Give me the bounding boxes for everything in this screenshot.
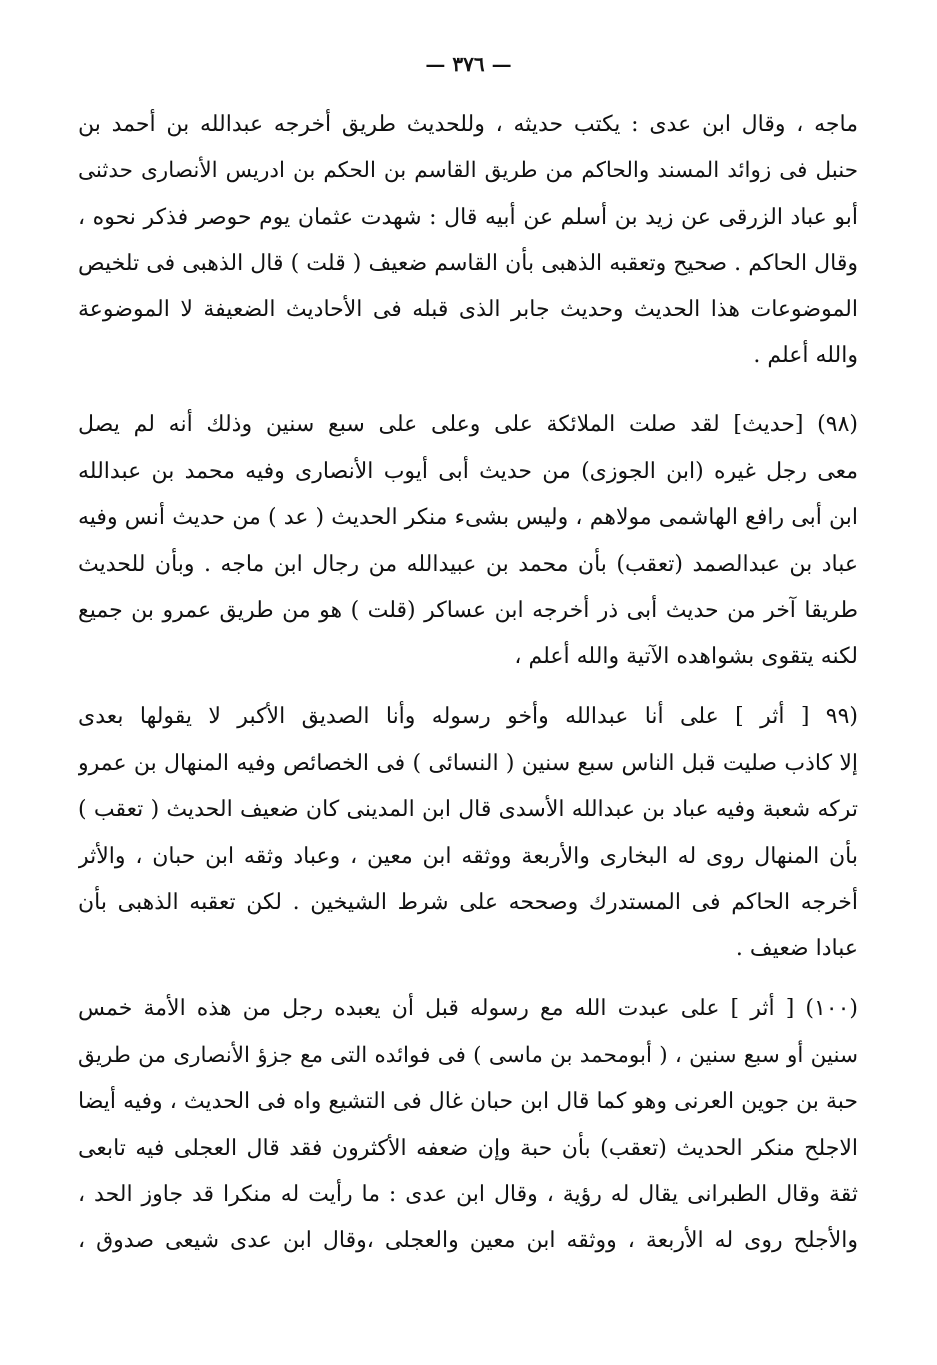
paragraph-1-line-2: حنبل فى زوائد المسند والحاكم من طريق القاسم بن الحكم بن ادريس الأنصارى حدثنى [78,158,858,183]
paragraph-1-line-1: ماجه ، وقال ابن عدى : يكتب حديثه ، وللحديث طريق أخرجه عبدالله بن أحمد بن [78,112,858,137]
paragraph-2-line-2: معى رجل غيره (ابن الجوزى) من حديث أبى أيوب الأنصارى وفيه محمد بن عبدالله [78,459,858,484]
paragraph-4-line-2: سنين أو سبع سنين ، ( أبومحمد بن ماسى ) فى فوائده التى مع جزؤ الأنصارى من طريق [78,1043,858,1068]
paragraph-2-line-4: عباد بن عبدالصمد (تعقب) بأن محمد بن عبيدالله من رجال ابن ماجه . وبأن للحديث [78,552,858,577]
paragraph-1-line-4: وقال الحاكم . صحيح وتعقبه الذهبى بأن القاسم ضعيف ( قلت ) قال الذهبى فى تلخيص [78,251,858,276]
paragraph-1-line-3: أبو عباد الزرقى عن زيد بن أسلم عن أبيه قال : شهدت عثمان يوم حوصر فذكر نحوه ، [78,205,858,230]
paragraph-4-line-3: حبة بن جوين العرنى وهو كما قال ابن حبان غال فى التشيع واه فى الحديث ، وفيه أيضا [78,1089,858,1114]
paragraph-1-line-6: والله أعلم . [753,343,858,368]
paragraph-3-line-4: بأن المنهال روى له البخارى والأربعة ووثقه ابن معين ، وعباد وثقه ابن حبان ، والأثر [78,844,858,869]
page-number: — ٣٧٦ — [425,52,512,76]
paragraph-3-line-6: عبادا ضعيف . [735,936,858,961]
paragraph-2-line-1: (٩٨) [حديث] لقد صلت الملائكة على وعلى على سبع سنين وذلك أنه لم يصل [78,412,858,437]
paragraph-3-line-5: أخرجه الحاكم فى المستدرك وصححه على شرط الشيخين . لكن تعقبه الذهبى بأن [78,890,858,915]
paragraph-3-line-3: تركه شعبة وفيه عباد بن عبدالله الأسدى قال ابن المدينى كان ضعيف الحديث ( تعقب ) [78,797,858,822]
paragraph-2-line-3: ابن أبى رافع الهاشمى مولاهم ، وليس بشىء منكر الحديث ( عد ) من حديث أنس وفيه [78,505,858,530]
paragraph-4-line-6: والأجلح روى له الأربعة ، ووثقه ابن معين والعجلى ،وقال ابن عدى شيعى صدوق ، [78,1228,858,1253]
paragraph-3-line-1: (٩٩ [ أثر ] على أنا عبدالله وأخو رسوله وأنا الصديق الأكبر لا يقولها بعدى [78,704,858,729]
paragraph-4-line-4: الاجلح منكر الحديث (تعقب) بأن حبة وإن ضعفه الأكثرون فقد قال العجلى فيه تابعى [78,1136,858,1161]
paragraph-4-line-5: ثقة وقال الطبرانى يقال له رؤية ، وقال ابن عدى : ما رأيت له منكرا قد جاوز الحد ، [78,1182,858,1207]
paragraph-2-line-6: لكنه يتقوى بشواهده الآتية والله أعلم ، [514,644,858,669]
paragraph-2-line-5: طريقا آخر من حديث أبى ذر أخرجه ابن عساكر (قلت ) هو من طريق عمرو بن جميع [78,598,858,623]
paragraph-3-line-2: إلا كاذب صليت قبل الناس سبع سنين ( النسائى ) فى الخصائص وفيه المنهال بن عمرو [78,751,858,776]
paragraph-1-line-5: الموضوعات هذا الحديث وحديث جابر الذى قبله فى الأحاديث الضعيفة لا الموضوعة [78,297,858,322]
paragraph-4-line-1: (١٠٠) [ أثر ] على عبدت الله مع رسوله قبل أن يعبده رجل من هذه الأمة خمس [78,996,858,1021]
